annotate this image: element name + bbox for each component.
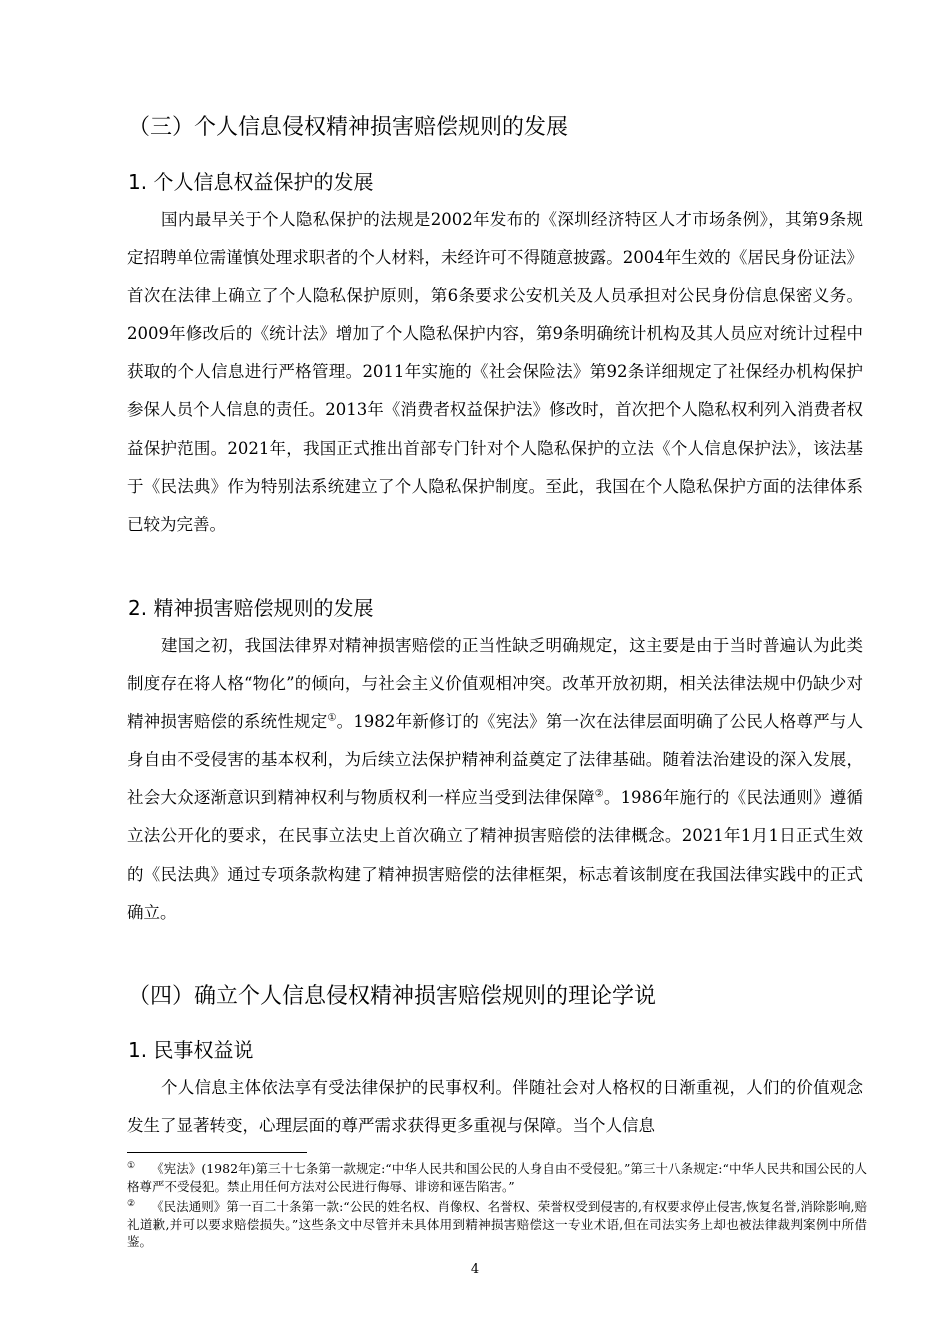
paragraph-3-1: 国内最早关于个人隐私保护的法规是2002年发布的《深圳经济特区人才市场条例》，其第9条规定招聘单位需谨慎处理求职者的个人材料，未经许可不得随意披露。2004年生效的《居民身份证法》首次在法律上确立了个人隐私保护原则，第6条要求公安机关及人员承担对公民身份信息保密义务。2009年修改后的《统计法》增加了个人隐私保护内容，第9条明确统计机构及其人员应对统计过程中获取的个人信息进行严格管理。2011年实施的《社会保险法》第92条详细规定了社保经办机构保护参保人员个人信息的责任。2013年《消费者权益保护法》修改时，首次把个人隐私权利列入消费者权益保护范围。2021年，我国正式推出首部专门针对个人隐私保护的立法《个人信息保护法》，该法基于《民法典》作为特别法系统建立了个人隐私保护制度。至此，我国在个人隐私保护方面的法律体系已较为完善。 — [127, 210, 863, 534]
subsection-heading-3-2: 2. 精神损害赔偿规则的发展 — [128, 596, 374, 620]
footnote-text-2: 《民法通则》第一百二十条第一款:“公民的姓名权、肖像权、名誉权、荣誉权受到侵害的,有权要求停止侵害,恢复名誉,消除影响,赔礼道歉,并可以要求赔偿损失。”这些条文中尽管并未具体用到精神损害赔偿这一专业术语,但在司法实务上却也被法律裁判案例中所借鉴。 — [127, 1199, 867, 1249]
footnote-ref-2: ② — [594, 788, 604, 800]
footnote-separator — [127, 1152, 307, 1153]
paragraph-3-2-part-a: 建国之初，我国法律界对精神损害赔偿的正当性缺乏明确规定，这主要是由于当时普遍认为此类制度存在将人格“物化”的倾向，与社会主义价值观相冲突。改革开放初期，相关法律法规中仍缺少对精神损害赔偿的系统性规定 — [127, 636, 863, 732]
footnote-2 — [127, 1198, 867, 1251]
footnote-text-1: 《宪法》(1982年)第三十七条第一款规定:“中华人民共和国公民的人身自由不受侵犯。”第三十八条规定:“中华人民共和国公民的人格尊严不受侵犯。禁止用任何方法对公民进行侮辱、诽谤和诬告陷害。” — [127, 1161, 867, 1194]
footnote-ref-1: ① — [327, 712, 337, 724]
subsection-heading-4-1: 1. 民事权益说 — [128, 1038, 254, 1062]
footnote-mark-1: ① — [127, 1160, 136, 1171]
section-heading-3: （三）个人信息侵权精神损害赔偿规则的发展 — [128, 115, 569, 140]
subsection-heading-3-1: 1. 个人信息权益保护的发展 — [128, 170, 374, 194]
page-number: 4 — [470, 1262, 480, 1277]
footnote-mark-2: ② — [127, 1198, 136, 1209]
paragraph-3-2-part-c: 。1986年施行的《民法通则》遵循立法公开化的要求，在民事立法史上首次确立了精神损害赔偿的法律概念。2021年1月1日正式生效的《民法典》通过专项条款构建了精神损害赔偿的法律框架，标志着该制度在我国法律实践中的正式确立。 — [127, 788, 863, 922]
paragraph-3-2-part-b: 。1982年新修订的《宪法》第一次在法律层面明确了公民人格尊严与人身自由不受侵害的基本权利，为后续立法保护精神利益奠定了法律基础。随着法治建设的深入发展，社会大众逐渐意识到精神权利与物质权利一样应当受到法律保障 — [127, 712, 863, 808]
paragraph-3-2 — [127, 627, 863, 932]
paragraph-4-1: 个人信息主体依法享有受法律保护的民事权利。伴随社会对人格权的日渐重视，人们的价值观念发生了显著转变，心理层面的尊严需求获得更多重视与保障。当个人信息 — [127, 1078, 863, 1136]
section-heading-4: （四）确立个人信息侵权精神损害赔偿规则的理论学说 — [128, 984, 657, 1009]
footnote-1 — [127, 1160, 867, 1195]
